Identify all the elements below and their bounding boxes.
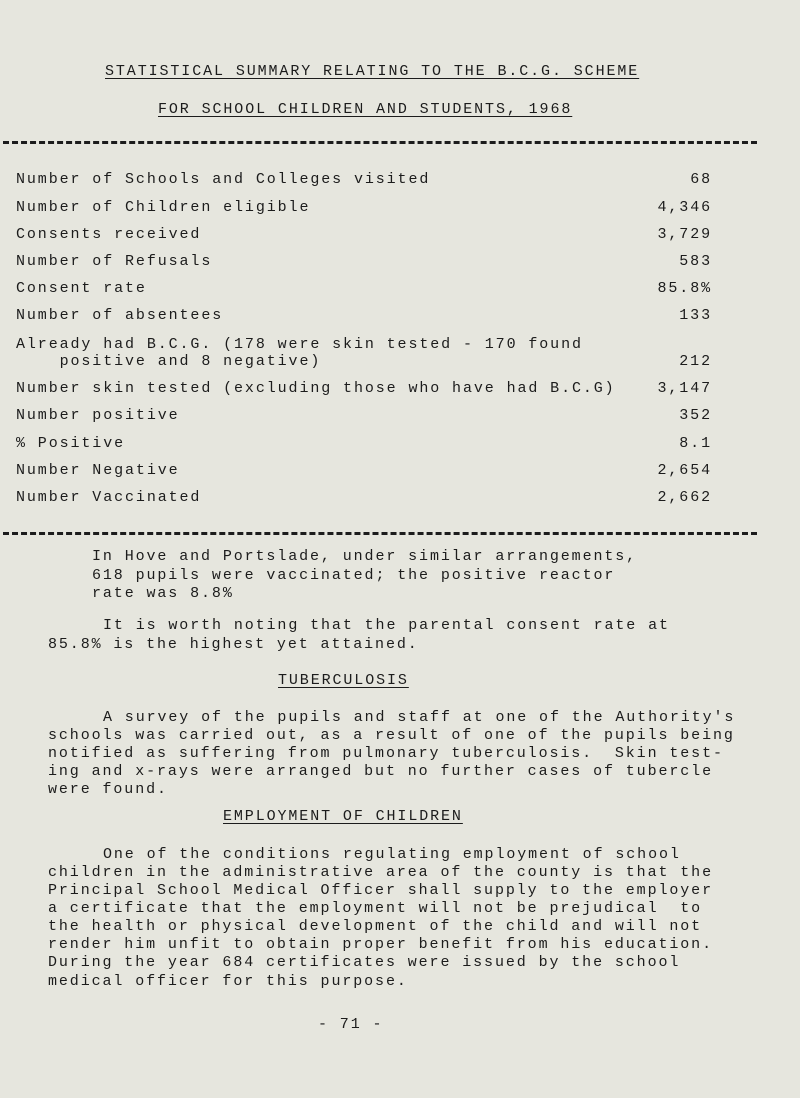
paragraph-line: In Hove and Portslade, under similar arrangements, (92, 548, 638, 565)
stat-value: 3,147 (657, 380, 712, 397)
stat-label: Number positive (16, 407, 180, 424)
paragraph-line: A survey of the pupils and staff at one of the Authority's (103, 709, 736, 726)
paragraph-line: Principal School Medical Officer shall supply to the employer (48, 882, 713, 899)
paragraph-line: 85.8% is the highest yet attained. (48, 636, 419, 653)
page-number: - 71 - (318, 1016, 384, 1033)
tuberculosis-heading: TUBERCULOSIS (278, 672, 409, 689)
stat-label: Already had B.C.G. (178 were skin tested - 170 found (16, 336, 583, 353)
bottom-divider (3, 532, 757, 535)
stat-value: 4,346 (657, 199, 712, 216)
stat-value: 2,662 (657, 489, 712, 506)
stat-label: Consent rate (16, 280, 147, 297)
paragraph-line: rate was 8.8% (92, 585, 234, 602)
employment-heading: EMPLOYMENT OF CHILDREN (223, 808, 463, 825)
stat-label: Number of Children eligible (16, 199, 311, 216)
stat-value: 3,729 (657, 226, 712, 243)
paragraph-line: 618 pupils were vaccinated; the positive reactor (92, 567, 616, 584)
paragraph-line: children in the administrative area of the county is that the (48, 864, 713, 881)
stat-label: Number of Schools and Colleges visited (16, 171, 431, 188)
stat-value: 352 (679, 407, 712, 424)
stat-value: 85.8% (657, 280, 712, 297)
paragraph-line: During the year 684 certificates were issued by the school (48, 954, 681, 971)
stat-label: % Positive (16, 435, 126, 452)
paragraph-line: the health or physical development of the child and will not (48, 918, 703, 935)
stat-value: 8.1 (679, 435, 712, 452)
stat-value: 583 (679, 253, 712, 270)
stat-label: Number skin tested (excluding those who have had B.C.G) (16, 380, 616, 397)
stat-label-continued: positive and 8 negative) (16, 353, 322, 370)
stat-value: 212 (679, 353, 712, 370)
title-line-2: FOR SCHOOL CHILDREN AND STUDENTS, 1968 (158, 101, 573, 118)
stat-label: Number of Refusals (16, 253, 213, 270)
paragraph-line: notified as suffering from pulmonary tuberculosis. Skin test- (48, 745, 724, 762)
paragraph-line: One of the conditions regulating employment of school (103, 846, 681, 863)
title-line-1: STATISTICAL SUMMARY RELATING TO THE B.C.G. SCHEME (105, 63, 640, 80)
stat-value: 133 (679, 307, 712, 324)
paragraph-line: a certificate that the employment will not be prejudical to (48, 900, 703, 917)
paragraph-line: It is worth noting that the parental consent rate at (103, 617, 670, 634)
stat-label: Number of absentees (16, 307, 224, 324)
stat-value: 68 (690, 171, 712, 188)
paragraph-line: render him unfit to obtain proper benefit from his education. (48, 936, 713, 953)
paragraph-line: medical officer for this purpose. (48, 973, 408, 990)
stat-value: 2,654 (657, 462, 712, 479)
paragraph-line: schools was carried out, as a result of one of the pupils being (48, 727, 735, 744)
paragraph-line: ing and x-rays were arranged but no further cases of tubercle (48, 763, 713, 780)
stat-label: Number Vaccinated (16, 489, 202, 506)
stat-label: Consents received (16, 226, 202, 243)
stat-label: Number Negative (16, 462, 180, 479)
paragraph-line: were found. (48, 781, 168, 798)
top-divider (3, 141, 757, 144)
